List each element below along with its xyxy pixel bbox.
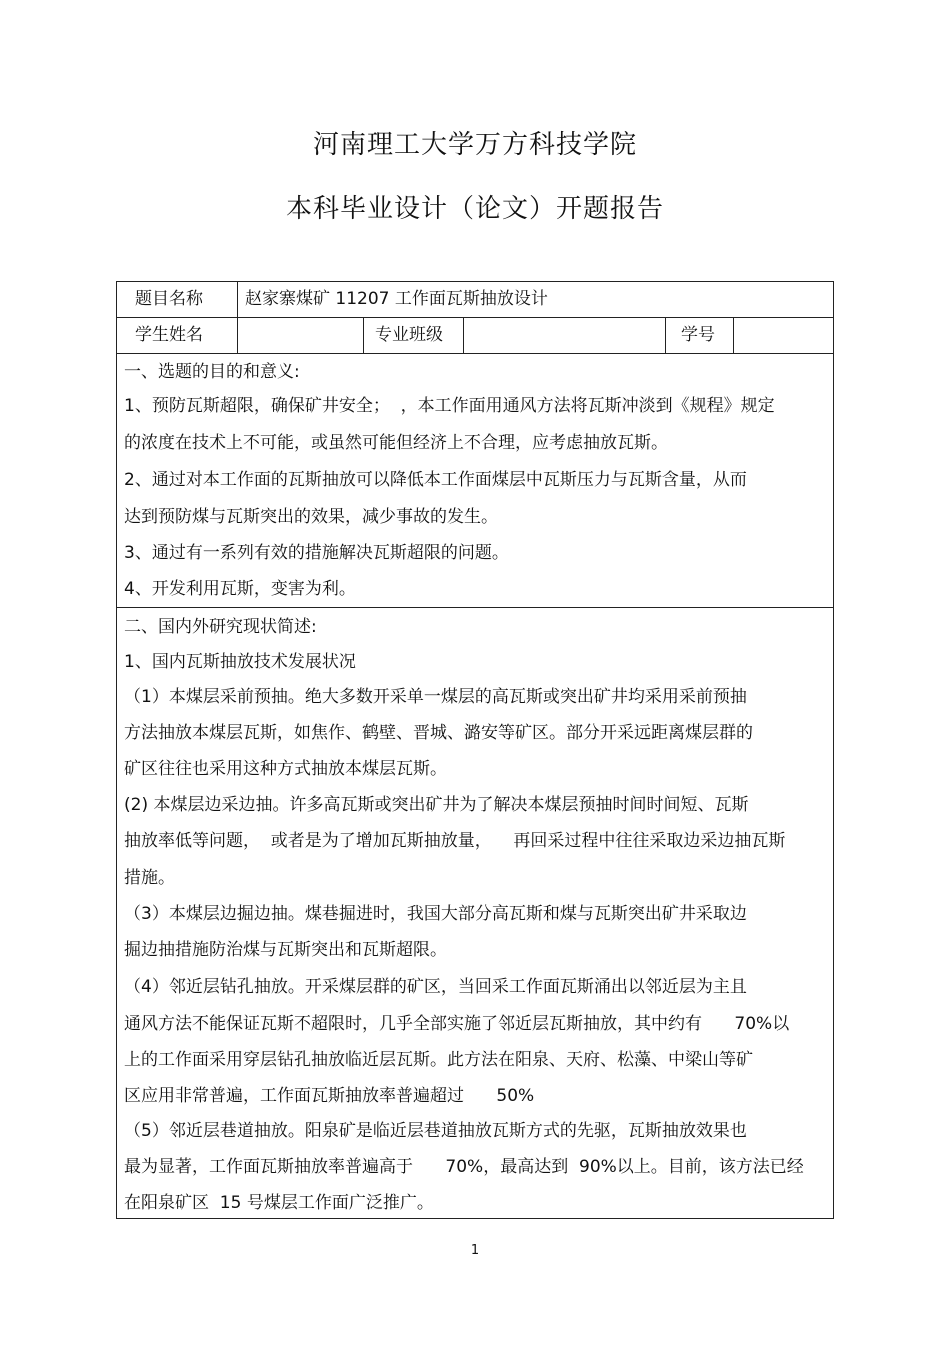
student-name-label: 学生姓名 [135, 325, 203, 345]
paragraph-line: 3、通过有一系列有效的措施解决瓦斯超限的问题。 [124, 543, 509, 563]
row-divider [117, 353, 833, 354]
column-divider [237, 282, 238, 353]
paragraph-line: 掘边抽措施防治煤与瓦斯突出和瓦斯超限。 [124, 940, 447, 960]
topic-value: 赵家寨煤矿 11207 工作面瓦斯抽放设计 [245, 289, 548, 309]
paragraph-line: 矿区往往也采用这种方式抽放本煤层瓦斯。 [124, 759, 447, 779]
paragraph-line: （3）本煤层边掘边抽。煤巷掘进时，我国大部分高瓦斯和煤与瓦斯突出矿井采取边 [124, 904, 747, 924]
paragraph-line: 区应用非常普遍，工作面瓦斯抽放率普遍超过 50% [124, 1086, 535, 1106]
column-divider [463, 317, 464, 353]
paragraph-line: 最为显著，工作面瓦斯抽放率普遍高于 70%，最高达到 90%以上。目前，该方法已经 [124, 1157, 804, 1177]
paragraph-line: 的浓度在技术上不可能，或虽然可能但经济上不合理，应考虑抽放瓦斯。 [124, 433, 668, 453]
section-heading: 一、选题的目的和意义: [124, 362, 300, 382]
page-number: 1 [470, 1243, 480, 1258]
section-heading: 二、国内外研究现状简述: [124, 617, 317, 637]
paragraph-line: 措施。 [124, 868, 175, 888]
paragraph-line: 上的工作面采用穿层钻孔抽放临近层瓦斯。此方法在阳泉、天府、松藻、中梁山等矿 [124, 1050, 753, 1070]
paragraph-line: 4、开发利用瓦斯，变害为利。 [124, 579, 356, 599]
paragraph-line: 方法抽放本煤层瓦斯，如焦作、鹤壁、晋城、潞安等矿区。部分开采远距离煤层群的 [124, 723, 753, 743]
report-table [116, 281, 834, 1219]
paragraph-line: 达到预防煤与瓦斯突出的效果，减少事故的发生。 [124, 507, 498, 527]
paragraph-line: 抽放率低等问题， 或者是为了增加瓦斯抽放量， 再回采过程中往往采取边采边抽瓦斯 [124, 831, 786, 851]
paragraph-line: 1、预防瓦斯超限，确保矿井安全； ，本工作面用通风方法将瓦斯冲淡到《规程》规定 [124, 396, 775, 416]
paragraph-line: (2) 本煤层边采边抽。许多高瓦斯或突出矿井为了解决本煤层预抽时间时间短、瓦斯 [124, 795, 749, 815]
paragraph-line: （4）邻近层钻孔抽放。开采煤层群的矿区，当回采工作面瓦斯涌出以邻近层为主且 [124, 977, 747, 997]
column-divider [363, 317, 364, 353]
student-id-label: 学号 [681, 325, 715, 345]
subsection-heading: 1、国内瓦斯抽放技术发展状况 [124, 652, 356, 672]
section-divider [117, 607, 833, 608]
paragraph-line: 在阳泉矿区 15 号煤层工作面广泛推广。 [124, 1193, 434, 1213]
topic-label: 题目名称 [135, 289, 203, 309]
paragraph-line: （5）邻近层巷道抽放。阳泉矿是临近层巷道抽放瓦斯方式的先驱，瓦斯抽放效果也 [124, 1121, 747, 1141]
row-divider [117, 317, 833, 318]
paragraph-line: 2、通过对本工作面的瓦斯抽放可以降低本工作面煤层中瓦斯压力与瓦斯含量，从而 [124, 470, 747, 490]
paragraph-line: 通风方法不能保证瓦斯不超限时，几乎全部实施了邻近层瓦斯抽放，其中约有 70%以 [124, 1014, 790, 1034]
column-divider [665, 317, 666, 353]
paragraph-line: （1）本煤层采前预抽。绝大多数开采单一煤层的高瓦斯或突出矿井均采用采前预抽 [124, 687, 747, 707]
report-title: 本科毕业设计（论文）开题报告 [285, 194, 664, 224]
major-class-label: 专业班级 [375, 325, 443, 345]
column-divider [733, 317, 734, 353]
institution-title: 河南理工大学万方科技学院 [312, 130, 637, 160]
